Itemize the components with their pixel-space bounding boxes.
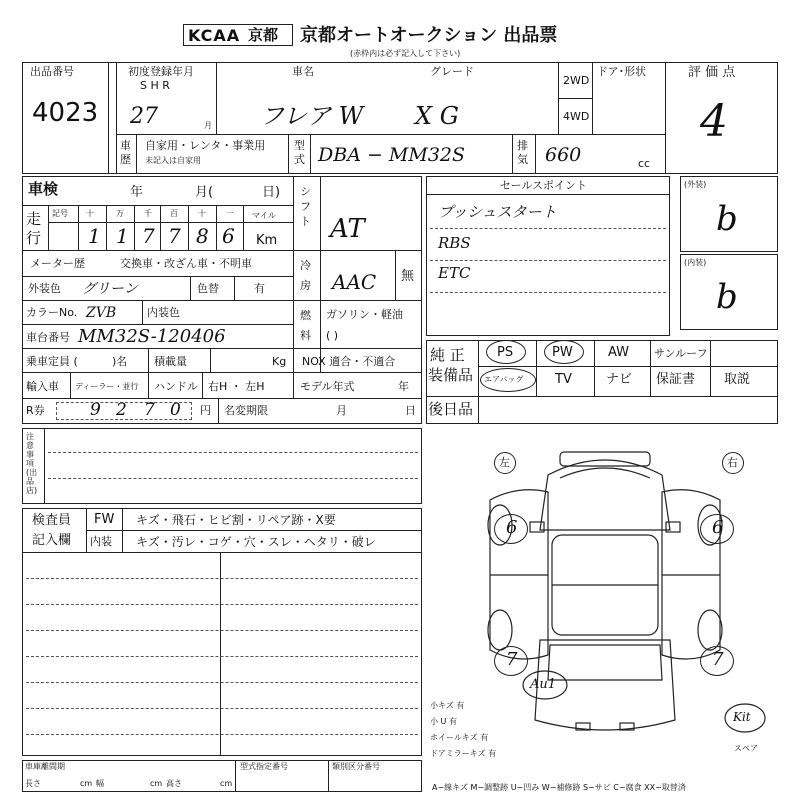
legend-3: ホイールキズ 有	[430, 733, 489, 742]
tire-rr-value[interactable]: 7	[712, 649, 724, 670]
recycle-label: R券	[26, 404, 45, 417]
type-no-label: 型式指定番号	[240, 762, 288, 771]
sales-points-label: セールスポイント	[500, 179, 588, 192]
interior-text: キズ・汚レ・コゲ・穴・スレ・ヘタリ・破レ	[136, 535, 376, 549]
tire-fl-value[interactable]: 6	[506, 517, 518, 538]
name-change-label: 名変期限	[224, 404, 268, 417]
ac-label: 冷房	[300, 259, 311, 292]
category-no-label: 類別区分番号	[332, 762, 380, 771]
nox-options: NOX 適合・不適合	[302, 355, 396, 368]
left-label: 左	[499, 456, 510, 469]
recycle-digit-1[interactable]: 2	[116, 400, 127, 420]
score-value[interactable]: 4	[700, 96, 728, 147]
mileage-header-0: 記号	[52, 209, 68, 218]
capacity-label: 乗車定員 (	[26, 355, 78, 368]
model-code[interactable]: DBA − MM32S	[318, 144, 466, 166]
width-unit: cm	[150, 779, 163, 788]
reg-period-label: 車庫離間期	[25, 762, 65, 771]
equip-warranty[interactable]: 保証書	[656, 372, 696, 387]
recycle-digit-0[interactable]: 9	[90, 400, 101, 420]
legend-4: ドアミラーキズ 有	[430, 749, 497, 758]
right-label: 右	[727, 456, 738, 469]
wd4-label: 4WD	[563, 110, 590, 123]
history-label: 車歴	[120, 139, 131, 166]
shift-value[interactable]: AT	[330, 214, 365, 244]
load-label: 積載量	[154, 355, 187, 368]
mileage-digit-2[interactable]: 7	[142, 224, 155, 248]
equip-ps-circle	[486, 340, 526, 364]
equip-aw[interactable]: AW	[608, 345, 630, 360]
sales-point-3[interactable]: ETC	[438, 264, 471, 282]
interior-score-label: (内装)	[684, 258, 707, 267]
equip-airbag[interactable]: エアバッグ	[484, 375, 524, 384]
mileage-header-2: 万	[116, 209, 124, 218]
fw-text: キズ・飛石・ヒビ割・リペア跡・X要	[136, 513, 336, 527]
mileage-digit-3[interactable]: 7	[168, 224, 181, 248]
mileage-header-6: 一	[226, 209, 234, 218]
handle-options: 右H ・ 左H	[208, 380, 265, 393]
name-change-day: 日	[405, 404, 416, 417]
displacement-label: 排気	[517, 139, 528, 166]
legend-2: 小 U 有	[430, 717, 457, 726]
width-label: 幅	[96, 779, 104, 788]
equip-pw[interactable]: PW	[552, 345, 573, 360]
spare-label: スペア	[734, 744, 758, 753]
load-unit: Kg	[272, 355, 287, 368]
car-outline-icon	[430, 440, 780, 770]
form-title: 京都オートオークション 出品票	[300, 25, 558, 46]
mileage-digit-1[interactable]: 1	[116, 224, 129, 248]
color-change-yes: 有	[254, 282, 265, 295]
door-label: ドア･形状	[597, 65, 647, 78]
equip-sunroof[interactable]: サンルーフ	[654, 347, 708, 360]
recycle-yen: 円	[200, 404, 211, 417]
inspector-label-2: 記入欄	[32, 533, 72, 548]
sales-points-box	[426, 176, 670, 336]
legend-1: 小キズ 有	[430, 701, 465, 710]
first-reg-label: 初度登録年月	[128, 65, 194, 78]
shaken-label: 車検	[28, 180, 59, 198]
later-items-label: 後日品	[428, 400, 474, 418]
car-name-label: 車名	[292, 65, 314, 78]
equip-navi[interactable]: ナビ	[606, 372, 633, 387]
year-model-label: モデル年式	[300, 380, 355, 393]
chassis-number[interactable]: MM32S-120406	[78, 326, 226, 347]
mileage-header-5: 十	[198, 209, 206, 218]
ext-color-label: 外装色	[28, 282, 61, 295]
mileage-label: 走行	[26, 210, 42, 247]
equip-ps[interactable]: PS	[497, 345, 514, 360]
lot-number[interactable]: 4023	[32, 98, 99, 128]
int-color-label: 内装色	[147, 306, 180, 319]
logo	[183, 24, 293, 46]
ac-none: 無	[401, 269, 415, 284]
equip-manual[interactable]: 取説	[724, 372, 751, 387]
shaken-day-unit: 日)	[262, 185, 281, 200]
shaken-year-unit: 年	[130, 185, 144, 200]
height-label: 高さ	[166, 779, 182, 788]
mileage-header-3: 千	[144, 209, 152, 218]
logo-city: 京都	[248, 26, 279, 44]
grade-label: グレード	[430, 65, 474, 78]
inspector-label-1: 検査員	[32, 513, 72, 528]
meter-options: 交換車・改ざん車・不明車	[120, 257, 252, 270]
shaken-month-unit: 月(	[195, 185, 214, 200]
damage-mark-au1[interactable]: Au1	[530, 677, 557, 692]
reg-year[interactable]: 27	[130, 104, 158, 129]
sales-point-2[interactable]: RBS	[438, 234, 471, 252]
wd2-label: 2WD	[563, 74, 590, 87]
equip-pw-circle	[544, 340, 584, 364]
color-code[interactable]: ZVB	[86, 305, 117, 321]
usage-note: 未記入は自家用	[145, 156, 201, 165]
fw-label: FW	[94, 512, 115, 527]
model-label: 型式	[294, 139, 305, 166]
length-label: 長さ	[25, 779, 41, 788]
import-label: 輸入車	[26, 380, 59, 393]
chassis-label: 車台番号	[26, 331, 70, 344]
spare-kit-mark[interactable]: Kit	[733, 710, 751, 724]
car-name[interactable]: フレア W	[260, 102, 364, 130]
year-model-unit: 年	[398, 380, 409, 393]
mileage-header-7: マイル	[252, 211, 276, 220]
fuel-options: ガソリン・軽油	[326, 308, 403, 321]
height-unit: cm	[220, 779, 233, 788]
exterior-score-value[interactable]: b	[716, 199, 738, 239]
color-code-label: カラーNo.	[26, 306, 78, 319]
displacement[interactable]: 660	[545, 144, 582, 166]
ac-value[interactable]: AAC	[332, 270, 377, 294]
meter-label: メーター歴	[30, 257, 85, 270]
ext-color-value[interactable]: グリーン	[82, 281, 138, 297]
tire-fr-value[interactable]: 6	[712, 517, 724, 538]
shift-label: シフト	[300, 185, 311, 228]
notes-box	[22, 428, 422, 504]
usage-options: 自家用・レンタ・事業用	[145, 139, 266, 152]
recycle-digit-3[interactable]: 0	[170, 400, 181, 420]
interior-score-value[interactable]: b	[716, 277, 738, 317]
grade[interactable]: X G	[415, 102, 459, 130]
mileage-header-4: 百	[170, 209, 178, 218]
form-subtitle: (赤枠内は必ず記入して下さい)	[350, 49, 461, 58]
fuel-paren: ( )	[326, 329, 339, 342]
month-unit: 月	[204, 121, 212, 130]
color-change-label: 色替	[197, 282, 219, 295]
cc-unit: cc	[638, 157, 651, 170]
mileage-unit: Km	[256, 233, 278, 248]
score-label: 評 価 点	[688, 65, 736, 80]
mileage-digit-5[interactable]: 6	[222, 224, 235, 248]
recycle-digit-2[interactable]: 7	[144, 400, 155, 420]
tire-rl-value[interactable]: 7	[506, 649, 518, 670]
length-unit: cm	[80, 779, 93, 788]
exterior-score-label: (外装)	[684, 180, 707, 189]
car-diagram	[430, 440, 780, 770]
equipment-label-2: 装備品	[428, 366, 474, 384]
mileage-digit-0[interactable]: 1	[88, 224, 101, 248]
name-change-month: 月	[336, 404, 347, 417]
era-label: S H R	[140, 79, 170, 92]
damage-code-legend: A−線キズ M−調整跡 U−凹み W−補修跡 S−サビ C−腐食 XX−取替済	[432, 783, 686, 792]
capacity-unit: )名	[112, 355, 128, 368]
lot-label: 出品番号	[30, 65, 74, 78]
mileage-header-1: 十	[86, 209, 94, 218]
sales-point-1[interactable]: プッシュスタート	[438, 203, 557, 221]
interior-label: 内装	[90, 535, 112, 548]
equipment-label-1: 純 正	[430, 346, 465, 364]
logo-text: KCAA	[188, 26, 241, 45]
notes-label: 注意事項(出品店)	[26, 432, 38, 495]
fuel-label: 燃料	[300, 309, 311, 342]
handle-label: ハンドル	[154, 380, 198, 393]
mileage-digit-4[interactable]: 8	[196, 224, 209, 248]
dealer-options: ディーラー・並行	[75, 382, 139, 391]
equip-airbag-circle	[480, 368, 536, 392]
equip-tv[interactable]: TV	[555, 372, 572, 387]
